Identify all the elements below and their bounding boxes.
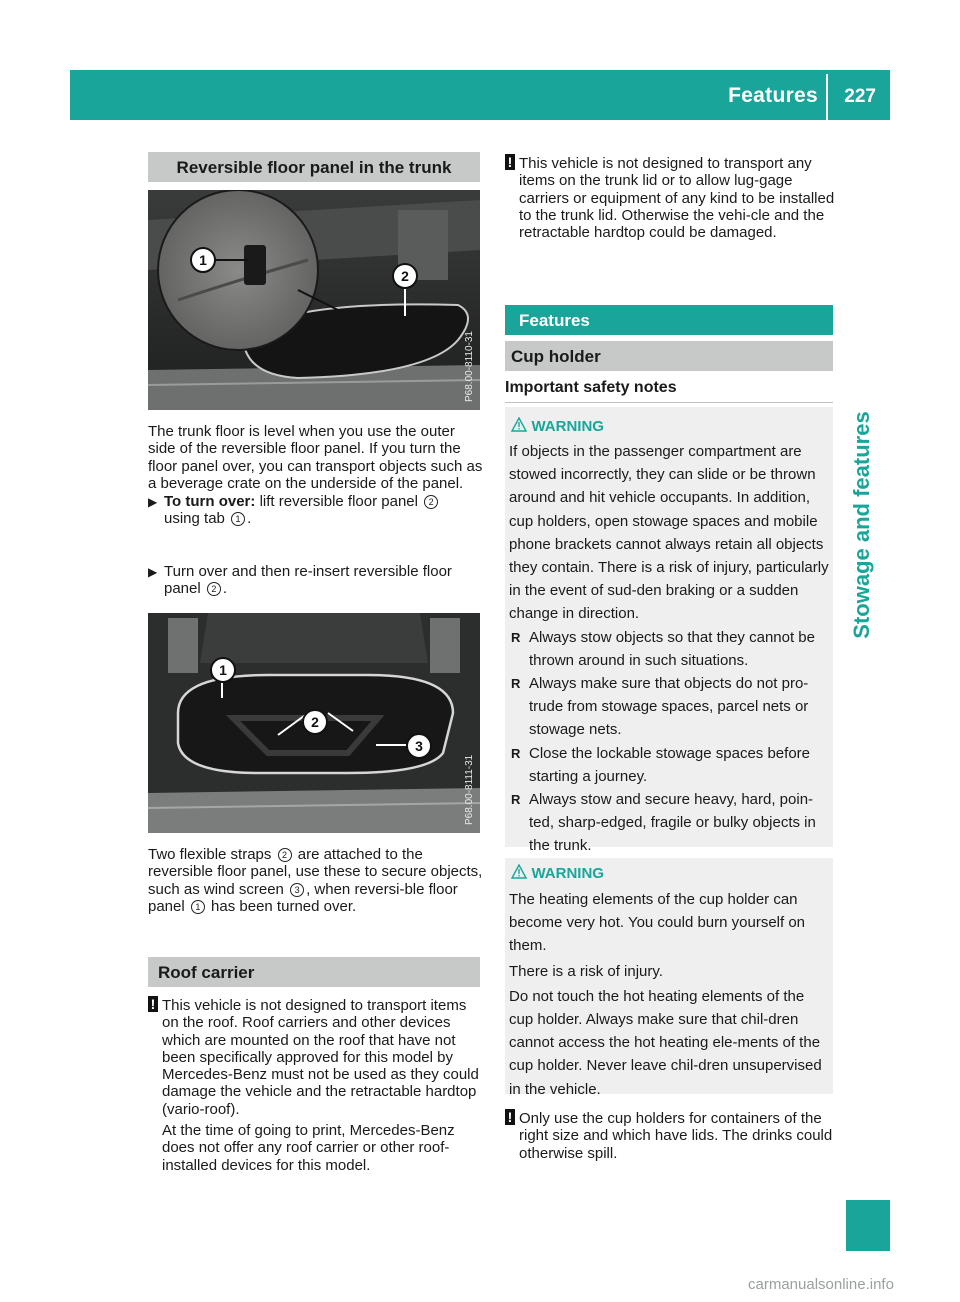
- section-title-text: Features: [519, 311, 590, 330]
- step-text-2: panel: [164, 580, 201, 598]
- bullet-text: Always stow objects so that they cannot be thrown around in such situations.: [529, 628, 815, 669]
- trunk-photo-2: [148, 613, 480, 833]
- callout-1: 1: [190, 247, 216, 273]
- exclamation-icon: !: [505, 1109, 515, 1125]
- step-text: lift reversible floor panel: [259, 493, 418, 510]
- text-seg: , when reversi-ble floor panel: [148, 880, 458, 915]
- marker-2: 2: [207, 582, 221, 596]
- marker-2: 2: [278, 848, 292, 862]
- note-text: This vehicle is not designed to transport items on the roof. Roof carriers and other devices which are mounted on the roof that have not been specifically approved for this model by Mercedes-Benz must not be used as they could damage the vehicle and the retractable hardtop (vario-roof).: [162, 997, 479, 1118]
- warning-text: If objects in the passenger compartment are stowed incorrectly, they can slide or be thrown around and hit vehicle occupants. In addition, cup holders, open stowage spaces and mobile phone brackets cannot always retain all objects they contain. There is a risk of injury, particularly in the event of sud-den braking or a sudden change in direction.: [509, 443, 829, 623]
- subhead-safety: Important safety notes: [505, 379, 677, 396]
- note-text: This vehicle is not designed to transport any items on the trunk lid or to allow lug-gage carriers or equipment of any kind to be installed to the trunk lid. Otherwise the vehi-cle and the retractable hardtop could be damaged.: [519, 155, 835, 242]
- step-text-2: using tab: [164, 510, 225, 528]
- step-turn-over: [148, 493, 483, 528]
- warning-box-2: [505, 858, 833, 1098]
- step-label: To turn over:: [164, 493, 256, 510]
- step-punct: .: [222, 580, 228, 598]
- note-text: Only use the cup holders for containers of the right size and which have lids. The drinks could otherwise spill.: [519, 1110, 833, 1162]
- paragraph-straps: [148, 846, 483, 915]
- bullet-marker: R: [511, 676, 521, 692]
- exclamation-icon: !: [505, 154, 515, 170]
- warning-text-3: Do not touch the hot heating elements of the cup holder. Always make sure that chil-dren cannot access the hot heating ele-ments of the cup holder. Never leave chil-dren unsupervised in the vehicle.: [509, 987, 822, 1098]
- bullet-text: Always stow and secure heavy, hard, poin-ted, sharp-edged, fragile or bulky objects in the trunk.: [529, 791, 816, 855]
- callout-3: 3: [406, 733, 432, 759]
- warning-title: WARNING: [531, 865, 604, 882]
- note-cup-holder: [505, 1110, 835, 1162]
- side-tab-label: Stowage and features: [849, 411, 874, 639]
- bullet-text: Always make sure that objects do not pro-trude from stowage spaces, parcel nets or stowage nets.: [529, 675, 809, 739]
- note-text-2: At the time of going to print, Mercedes-Benz does not offer any roof carrier or other roof-installed devices for this model.: [162, 1122, 455, 1174]
- callout-2: 2: [302, 709, 328, 735]
- warning-header: [511, 417, 604, 436]
- text-seg: Two flexible straps: [148, 846, 272, 863]
- section-title-cup-holder: [505, 341, 833, 371]
- marker-3: 3: [290, 883, 304, 897]
- section-title-reversible-panel: [148, 152, 480, 182]
- step-arrow-icon: ▶: [148, 565, 158, 579]
- warning-header: [511, 864, 604, 883]
- page-number: 227: [844, 86, 876, 107]
- bullet-text: Close the lockable stowage spaces before starting a journey.: [529, 744, 811, 785]
- section-title-text: Cup holder: [511, 347, 601, 366]
- bullet-item: [509, 672, 831, 742]
- trunk-illustration-1: [148, 190, 480, 410]
- warning-body: [509, 888, 831, 1101]
- warning-triangle-icon: [511, 417, 527, 433]
- warning-triangle-icon: [511, 864, 527, 880]
- watermark: carmanualsonline.info: [748, 1276, 894, 1293]
- step-arrow-icon: ▶: [148, 495, 158, 509]
- step-punct: .: [247, 510, 252, 528]
- section-title-features: [505, 305, 833, 335]
- step-reinsert: [148, 563, 483, 598]
- section-title-roof-carrier: [148, 957, 480, 987]
- marker-1: 1: [231, 512, 245, 526]
- step-text: Turn over and then re-insert reversible floor: [164, 563, 452, 580]
- text-seg: has been turned over.: [211, 897, 357, 915]
- warning-body: [509, 440, 831, 858]
- trunk-photo-1: [148, 190, 480, 410]
- section-title-text: Roof carrier: [158, 963, 255, 982]
- side-tab: [834, 125, 890, 1150]
- callout-2: 2: [392, 263, 418, 289]
- warning-box-1: [505, 407, 833, 855]
- bullet-marker: R: [511, 629, 521, 645]
- header-divider: [826, 74, 828, 120]
- bullet-item: [509, 626, 831, 672]
- bullet-marker: R: [511, 792, 521, 808]
- exclamation-icon: !: [148, 996, 158, 1012]
- bullet-marker: R: [511, 745, 521, 761]
- bullet-item: [509, 788, 831, 858]
- subhead-rule: [505, 402, 833, 403]
- photo-id: P68.00-8111-31: [464, 754, 475, 825]
- photo-id: P68.00-8110-31: [464, 331, 475, 402]
- warning-title: WARNING: [531, 418, 604, 435]
- paragraph-intro: The trunk floor is level when you use the outer side of the reversible floor panel. If you turn the floor panel over, you can transport objects such as a beverage crate on the underside of the panel.: [148, 423, 483, 492]
- note-trunk-lid: [505, 155, 835, 241]
- text-seg: are attached to the reversible floor panel, use these to secure objects, such as wind screen: [148, 846, 483, 898]
- page-header: [70, 70, 890, 120]
- warning-text-2: There is a risk of injury.: [509, 962, 663, 980]
- side-tab-marker: [846, 1200, 890, 1251]
- header-title: Features: [728, 84, 818, 107]
- marker-2: 2: [424, 495, 438, 509]
- bullet-item: [509, 742, 831, 788]
- callout-1: 1: [210, 657, 236, 683]
- note-roof: [148, 997, 483, 1174]
- section-title-text: Reversible floor panel in the trunk: [176, 158, 452, 177]
- warning-text: The heating elements of the cup holder can become very hot. You could burn yourself on them.: [509, 891, 806, 955]
- marker-1: 1: [191, 900, 205, 914]
